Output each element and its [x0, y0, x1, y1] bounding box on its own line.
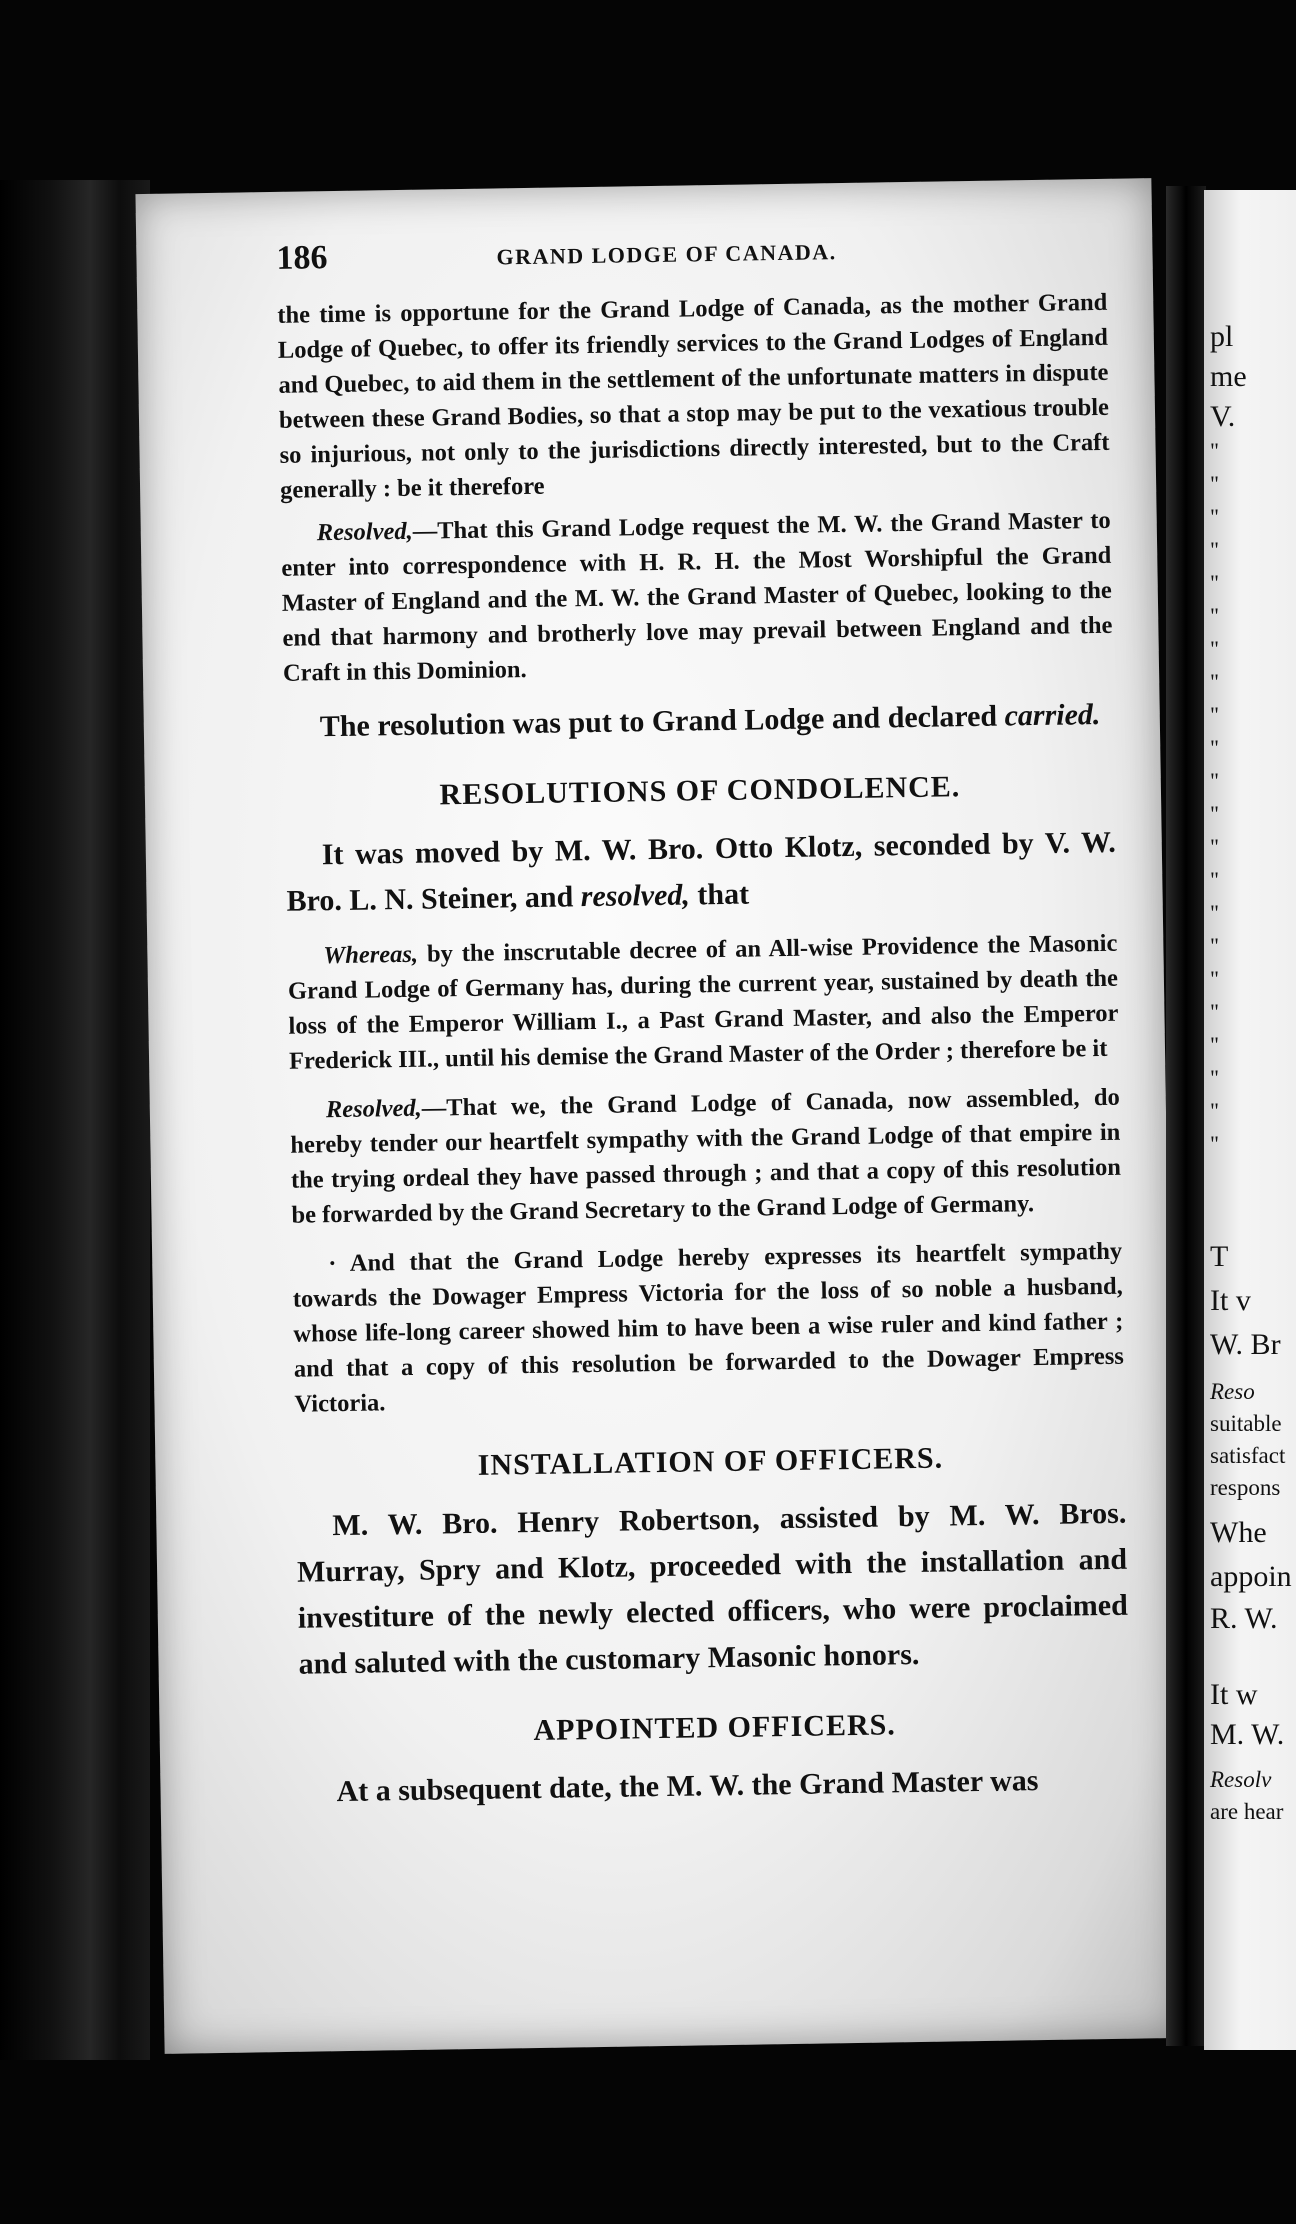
resolved-sympathy-text: —That we, the Grand Lodge of Canada, now assembled, do hereby tender our heartfelt sympathy with the Grand Lodge of that empire in the trying ordeal they have passed through ; and that a copy of this resolution be forwarded by the Grand Secretary to the Grand Lodge of Germany.: [290, 1083, 1122, 1229]
ditto-mark: ": [1210, 735, 1225, 760]
ditto-mark: ": [1210, 570, 1225, 595]
ditto-mark: ": [1210, 537, 1225, 562]
resolved-text: —That this Grand Lodge request the M. W. the Grand Master to enter into correspondence with H. R. H. the Most Worshipful the Grand Master of England and the M. W. the Grand Master of Quebec, looking to the end that harmony and brotherly love may prevail between England and the Craft in this Dominion.: [281, 506, 1113, 687]
facing-fragment: Whe: [1210, 1516, 1267, 1549]
paragraph-whereas: [287, 926, 1119, 1079]
running-header: [276, 227, 1107, 290]
paragraph-resolved-sympathy: [290, 1080, 1122, 1233]
facing-fragment: It v: [1210, 1284, 1251, 1317]
facing-fragment: V.: [1210, 400, 1236, 433]
ditto-mark: ": [1210, 999, 1225, 1024]
ditto-mark: ": [1210, 933, 1225, 958]
page-number: 186: [276, 239, 328, 277]
facing-fragment: pl: [1210, 320, 1234, 353]
facing-fragment: R. W.: [1210, 1602, 1278, 1635]
facing-fragment: T: [1210, 1240, 1229, 1273]
paragraph-resolved-correspondence: [281, 503, 1114, 691]
resolved-word: resolved,: [580, 878, 691, 914]
paragraph-dowager-empress: · And that the Grand Lodge hereby expresses its heartfelt sympathy towards the Dowager Empress Victoria for the loss of so noble a husband, whose life-long career showed him to have been a wise ruler and kind father ; and that a copy of this resolution be forwarded to the Dowager Empress Victoria.: [292, 1237, 1125, 1418]
paragraph-resolution-carried: [283, 692, 1114, 751]
page-content: [276, 227, 1131, 1816]
page-gutter: [1166, 186, 1206, 2046]
document-page: [135, 178, 1180, 2054]
ditto-mark: ": [1210, 636, 1225, 661]
whereas-text: by the inscrutable decree of an All-wise Providence the Masonic Grand Lodge of Germany has, during the current year, sustained by death the loss of the Emperor William I., a Past Grand Master, and also the Emperor Frederick III., until his demise the Grand Master of the Order ; therefore be it: [287, 929, 1119, 1075]
facing-fragment: me: [1210, 360, 1247, 393]
whereas-lead: Whereas,: [323, 940, 419, 970]
ditto-mark: ": [1210, 834, 1225, 859]
ditto-mark: ": [1210, 867, 1225, 892]
ditto-mark: ": [1210, 768, 1225, 793]
facing-fragment: are hear: [1210, 1799, 1284, 1824]
moved-text: It was moved by M. W. Bro. Otto Klotz, seconded by V. W. Bro. L. N. Steiner, and: [286, 825, 1117, 918]
ditto-mark: ": [1210, 900, 1225, 925]
ditto-mark: ": [1210, 1098, 1225, 1123]
resolved-lead: Resolved,: [316, 517, 413, 547]
facing-fragment: suitable: [1210, 1411, 1282, 1436]
heading-resolutions-of-condolence: RESOLUTIONS OF CONDOLENCE.: [439, 770, 961, 812]
book-spine-edge: [0, 180, 150, 2060]
resolution-text: The resolution was put to Grand Lodge and declared: [319, 699, 998, 744]
facing-fragment: Resolv: [1210, 1767, 1272, 1792]
paragraph-installation: M. W. Bro. Henry Robertson, assisted by M. W. Bros. Murray, Spry and Klotz, proceeded with the installation and investiture of the newly elected officers, who were proclaimed and saluted with the customary Masonic honors.: [296, 1496, 1129, 1681]
ditto-mark: ": [1210, 966, 1225, 991]
heading-installation-of-officers: INSTALLATION OF OFFICERS.: [477, 1441, 944, 1482]
ditto-mark: ": [1210, 801, 1225, 826]
ditto-mark: ": [1210, 504, 1225, 529]
carried-word: carried.: [1004, 698, 1101, 733]
paragraph-moved-by: [286, 820, 1117, 925]
facing-fragment: M. W.: [1210, 1718, 1285, 1751]
ditto-mark: ": [1210, 669, 1225, 694]
facing-fragment: respons: [1210, 1475, 1281, 1500]
facing-fragment: W. Br: [1210, 1328, 1281, 1361]
moved-end: that: [697, 877, 750, 912]
ditto-mark: ": [1210, 702, 1225, 727]
running-title: GRAND LODGE OF CANADA.: [496, 239, 837, 270]
ditto-mark: ": [1210, 471, 1225, 496]
ditto-mark: ": [1210, 1065, 1225, 1090]
paragraph-opportune: the time is opportune for the Grand Lodge of Canada, as the mother Grand Lodge of Quebec, to offer its friendly services to the Grand Lodges of England and Quebec, to aid them in the settlement of the unfortunate matters in dispute between these Grand Bodies, so that a stop may be put to the vexatious trouble so injurious, not only to the jurisdictions directly interested, but to the Craft generally : be it therefore: [277, 288, 1110, 504]
facing-fragment: appoin: [1210, 1560, 1292, 1593]
ditto-mark: ": [1210, 603, 1225, 628]
facing-page: [1204, 190, 1296, 2050]
ditto-mark: ": [1210, 1032, 1225, 1057]
facing-fragment: Reso: [1210, 1379, 1255, 1404]
facing-fragment: It w: [1210, 1678, 1258, 1711]
heading-appointed-officers: APPOINTED OFFICERS.: [533, 1708, 897, 1748]
ditto-mark: ": [1210, 1131, 1225, 1156]
paragraph-subsequent-date: At a subsequent date, the M. W. the Grand Master was: [336, 1764, 1039, 1809]
ditto-mark: ": [1210, 438, 1225, 463]
facing-fragment: satisfact: [1210, 1443, 1286, 1468]
resolved-sympathy-lead: Resolved,: [325, 1094, 422, 1124]
